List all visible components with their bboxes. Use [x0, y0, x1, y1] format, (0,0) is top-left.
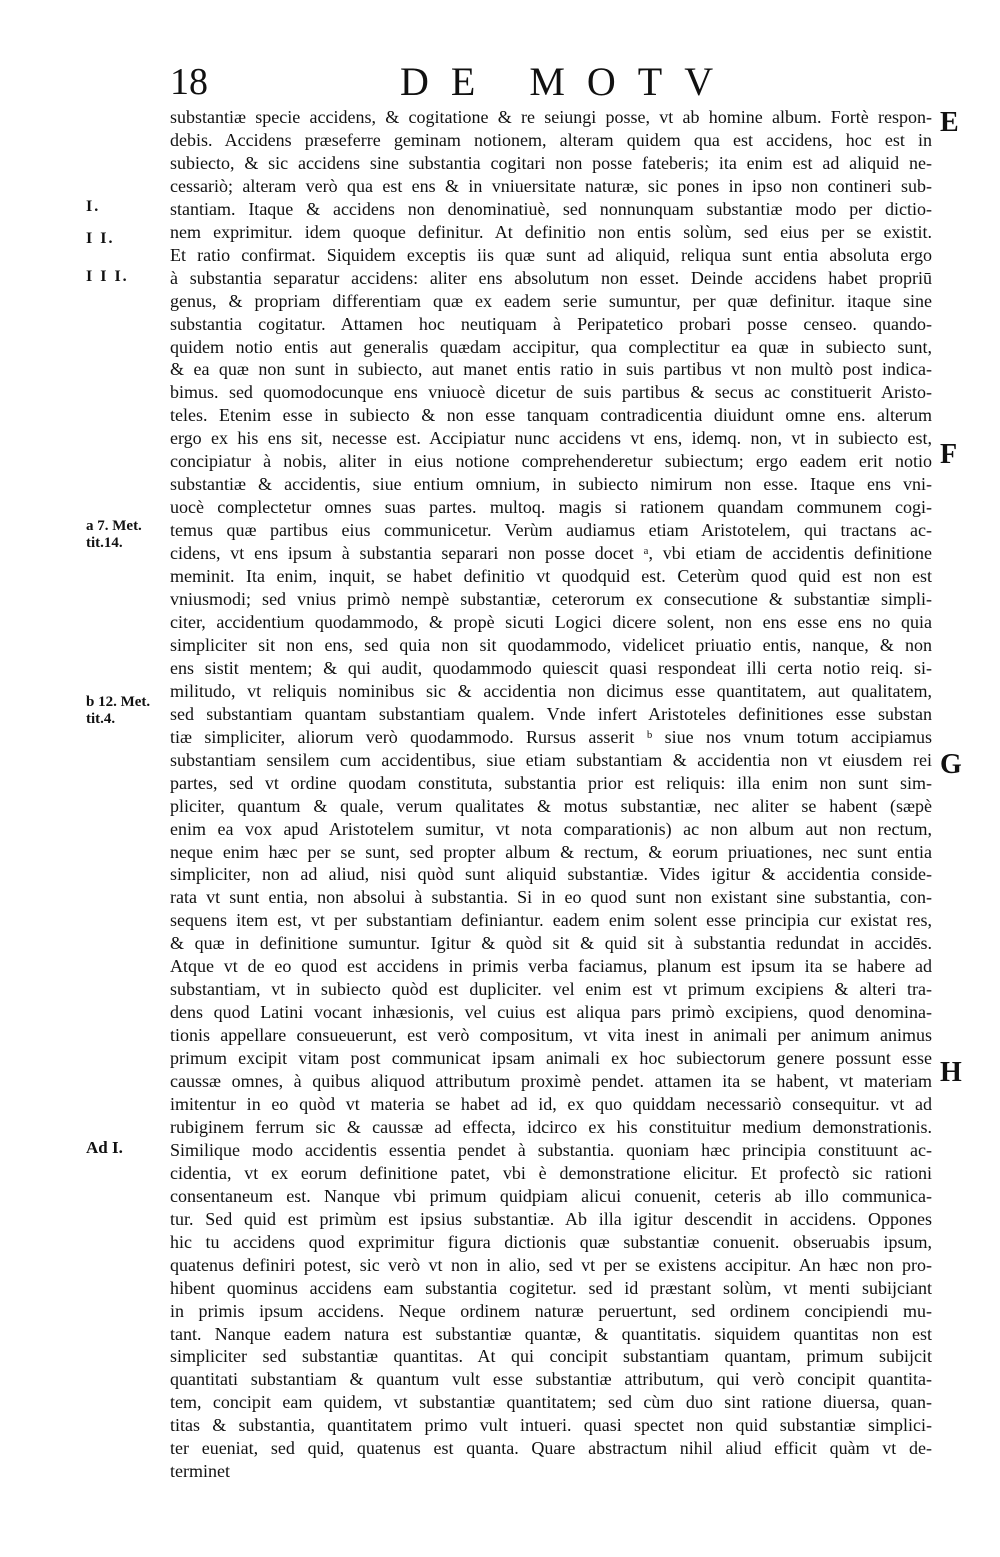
- text-line: sequens item est, vt per substantiam definiantur. eadem enim solent esse principia cur existat res,: [170, 910, 932, 931]
- text-line: substantiæ & accidentis, siue entium omnium, in subiecto nimirum non esse. Itaque ens vni-: [170, 474, 932, 495]
- text-line: rata vt sunt entia, non absolui à substantia. Si in eo quod sunt non existant sine substantia, con-: [170, 887, 932, 908]
- margin-note-ad-i: Ad I.: [86, 1138, 123, 1157]
- text-line: Similique modo accidentis essentia pendet à substantia. quoniam hæc principia constituunt ac-: [170, 1139, 932, 1160]
- text-line: citer, accidentium quodammodo, & propè sicuti Logici dicere solent, non ens esse ens no quia: [170, 611, 932, 632]
- section-letter-e: E: [940, 107, 959, 138]
- text-line: substantiam sensilem cum accidentibus, siue etiam substantiam & accidentia non vt eiusdem rei: [170, 749, 932, 770]
- text-line: in primis ipsum accidens. Neque ordinem naturæ peruertunt, sed ordinem concipiendi mu-: [170, 1300, 932, 1321]
- text-line: & quæ in definitione sumuntur. Igitur & quòd sit & quid sit à substantia redundat in accidēs.: [170, 933, 932, 954]
- text-line: ter eueniat, sed quid, quatenus est quanta. Quare abstractum nihil aliud efficit quàm vt de-: [170, 1438, 932, 1459]
- text-line: bimus. sed quomodocunque ens vniuocè dicetur de suis partibus & secus ac constituerit Aristo-: [170, 382, 932, 403]
- text-line: à substantia separatur accidens: aliter ens absolutum non esset. Deinde accidens habet propriū: [170, 267, 932, 288]
- text-line: hibent quominus accidens eam substantia cogitetur. sed id præstant solùm, vt menti subijciant: [170, 1277, 932, 1298]
- margin-note-b: b 12. Met. tit.4.: [86, 694, 151, 727]
- text-line: consentaneum est. Nanque vbi primum quidpiam alicui conuenit, ceteris ab illo communica-: [170, 1185, 932, 1206]
- text-line: nem exprimitur. idem quoque definitur. At definitio non entis solùm, sed eius per se existit.: [170, 221, 932, 242]
- text-line: concipiatur à nobis, aliter in eius notione comprehenderetur subiectum; ergo eadem erit notio: [170, 451, 932, 472]
- text-line: quantitati substantiam & quantum vult esse substantiæ attributum, qui verò concipit quantita-: [170, 1369, 932, 1390]
- text-line: titas & substantia, quantitatem primo vult intueri. quasi spectet non quid substantiæ simplici-: [170, 1415, 932, 1436]
- text-line: quatenus definiri potest, sic verò vt non in alio, sed vt per se existens accipitur. An hæc non pro-: [170, 1254, 932, 1275]
- text-line: pliciter, quantum & quale, verum qualitates & motus substantiæ, nec aliter se habent (sæpè: [170, 795, 932, 816]
- text-line: tionis appellare consueuerunt, est verò compositum, vt vita inest in animali per animum animus: [170, 1025, 932, 1046]
- text-line: sed substantiam quantam substantiam qualem. Vnde infert Aristoteles definitiones esse substan: [170, 703, 932, 724]
- text-line: substantia cogitatur. Attamen hoc neutiquam à Peripatetico probari posse censeo. quando-: [170, 313, 932, 334]
- text-line: cidentia, vt ex eorum definitione patet, vbi è demonstratione elicitur. Et profectò sic rationi: [170, 1162, 932, 1183]
- text-line: enim ea vox apud Aristotelem sumitur, vt nota comparationis) ac non album aut non rectum,: [170, 818, 932, 839]
- text-line: stantiam. Itaque & accidens non denominatiuè, sed nonnunquam substantiæ modo per dictio-: [170, 198, 932, 219]
- body-text: [170, 106, 932, 1483]
- text-line: terminet: [170, 1461, 230, 1482]
- text-line: substantiam, vt in subiecto quòd est dupliciter. vel enim est vt primum excipiens & alteri tra-: [170, 979, 932, 1000]
- text-line: hic tu accidens quod exprimitur figura dictionis quæ substantiæ conuenit. obseruabis ipsum,: [170, 1231, 932, 1252]
- text-line: imitentur in eo quòd vt materia se habet ad id, ex quo quiddam necessariò consequitur. vt ad: [170, 1093, 932, 1114]
- text-line: cidens, vt ens ipsum à substantia separari non posse docet ᵃ, vbi etiam de accidentis definitione: [170, 543, 932, 564]
- section-letter-g: G: [940, 749, 962, 780]
- text-line: rubiginem ferrum sic & caussæ ad effecta, idcirco ex his constituitur medium demonstrationis.: [170, 1116, 932, 1137]
- text-line: tant. Nanque eadem natura est substantiæ quantæ, & quantitatis. siquidem quantitas non est: [170, 1323, 932, 1344]
- margin-note-iii: I I I.: [86, 268, 129, 285]
- text-line: debis. Accidens præseferre geminam notionem, alteram quidem qua est accidens, hoc est in: [170, 129, 932, 150]
- text-line: partes, sed vt ordine quodam constituta, substantia prior est reliquis: illa enim non sunt sim-: [170, 772, 932, 793]
- text-line: teles. Etenim esse in subiecto & non esse tanquam contradicentia diuidunt omne ens. alterum: [170, 405, 932, 426]
- margin-note-i: I.: [86, 198, 101, 215]
- text-line: temus quæ partibus eius communicetur. Verùm audiamus etiam Aristotelem, qui tractans ac-: [170, 520, 932, 541]
- margin-note-ii: I I.: [86, 230, 115, 247]
- text-line: uocè complectetur omnes suas partes. multoq. magis si rationem quandam communem cogi-: [170, 497, 932, 518]
- text-line: tiæ simpliciter, aliorum verò quodammodo. Rursus asserit ᵇ siue nos vnum totum accipiamus: [170, 726, 932, 747]
- text-line: primum excipit vitam post communicat ipsam animali ex hoc subiectorum genere possunt esse: [170, 1048, 932, 1069]
- text-line: genus, & propriam differentiam quæ ex eadem serie sumuntur, per quæ definitur. itaque sine: [170, 290, 932, 311]
- text-line: Et ratio confirmat. Siquidem exceptis iis quæ sunt ad aliquid, reliqua sunt entia absoluta ergo: [170, 244, 932, 265]
- page-header: [0, 60, 1000, 110]
- text-line: tem, concipit eam quidem, vt substantiæ quantitatem; sed cùm duo sint ratione diuersa, quan-: [170, 1392, 932, 1413]
- text-line: vniusmodi; sed vnius primò nempè substantiæ, ceterorum ex consecutione & substantiæ simpli-: [170, 589, 932, 610]
- text-line: & ea quæ non sunt in subiecto, aut manet entis ratio in suis partibus vt non multò post indica-: [170, 359, 932, 380]
- text-line: militudo, vt reliquis nominibus sic & accidentia non dicimus esse quantitatem, aut qualitatem,: [170, 680, 932, 701]
- text-line: dens quod Latini vocant inhæsionis, vel cuius est aliqua pars primò excipiens, quod denomina-: [170, 1002, 932, 1023]
- text-line: meminit. Ita enim, inquit, se habet definitio vt quodquid est. Ceterùm quod quid est non est: [170, 566, 932, 587]
- text-line: simpliciter, non ad aliud, nisi quòd sunt aliquid substantiæ. Vides igitur & accidentia conside-: [170, 864, 932, 885]
- section-letter-f: F: [940, 439, 958, 470]
- page-number: 18: [170, 61, 208, 103]
- text-line: cessariò; alteram verò qua est ens & in vniuersitate naturæ, sic pones in ipso non contineri sub-: [170, 175, 932, 196]
- text-line: tur. Sed quid est primùm est ipsius substantiæ. Ab illa igitur descendit in accidens. Oppones: [170, 1208, 932, 1229]
- margin-note-a: a 7. Met. tit.14.: [86, 518, 142, 551]
- text-line: simpliciter sed substantiæ quantitas. At qui concipit substantiam quantam, primum subijcit: [170, 1346, 932, 1367]
- text-line: neque enim hæc per se sunt, sed propter album & rectum, & eorum priuationes, nec sunt entia: [170, 841, 932, 862]
- text-line: ergo ex his ens sit, necesse est. Accipiatur nunc accidens vt ens, idemq. non, vt in subiecto est,: [170, 428, 932, 449]
- text-line: substantiæ specie accidens, & cogitatione & re seiungi posse, vt ab homine album. Fortè respon-: [170, 107, 932, 127]
- text-line: simpliciter sit non ens, sed quia non sit quodammodo, videlicet priuatio entis, nanque, & non: [170, 634, 932, 655]
- text-line: Atque vt de eo quod est accidens in primis verba faciamus, planum est ipsum ita se habere ad: [170, 956, 932, 977]
- running-head: DE MOTV: [400, 59, 736, 104]
- text-line: ens sistit mentem; & qui audit, quodammodo quiescit quasi respondeat illi certa notio reiq. si-: [170, 657, 932, 678]
- section-letter-h: H: [940, 1057, 962, 1088]
- text-line: subiecto, & sic accidens sine substantia cogitari non posse fateberis; ita enim est ad aliquid ne-: [170, 152, 932, 173]
- text-line: quidem notio entis aut generalis quædam accipitur, qua complectitur ea quæ in subiecto sunt,: [170, 336, 932, 357]
- text-line: caussæ omnes, à quibus aliquod attributum proximè pendet. attamen ita se habent, vt materiam: [170, 1071, 932, 1092]
